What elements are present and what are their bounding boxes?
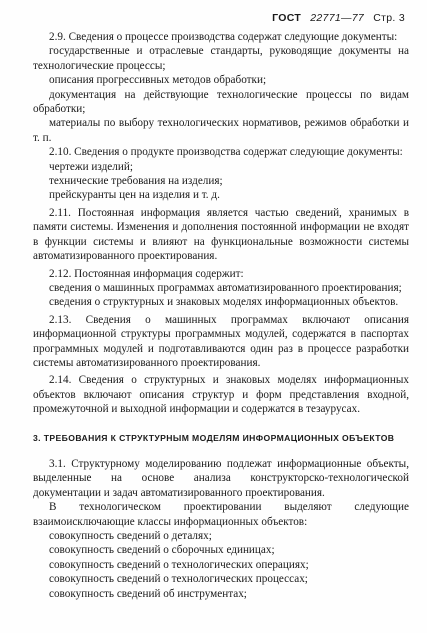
list-item: технические требования на изделия; [49, 175, 223, 188]
page-number: Стр. 3 [373, 12, 405, 24]
clause-3-1: 3.1. Структурному моделированию подлежат информационные объекты, выделенные на основе анализа конструкторско-технологической документации и задач автоматизированного проектирования. [33, 457, 409, 499]
list-item: чертежи изделий; [49, 160, 133, 173]
list-item: совокупность сведений о технологических операциях; [49, 558, 309, 571]
list-item: совокупность сведений об инструментах; [49, 587, 247, 600]
paragraph: В технологическом проектировании выделяют следующие взаимоисключающие классы информационных объектов: [33, 501, 409, 528]
list-item: описания прогрессивных методов обработки; [49, 74, 267, 87]
list-item: совокупность сведений о технологических процессах; [49, 573, 308, 586]
list-item: государственные и отраслевые стандарты, руководящие документы на технологические процессы; [33, 45, 409, 72]
section-heading: 3. ТРЕБОВАНИЯ К СТРУКТУРНЫМ МОДЕЛЯМ ИНФОРМАЦИОННЫХ ОБЪЕКТОВ [33, 432, 395, 443]
clause-2-10: 2.10. Сведения о продукте производства содержат следующие документы: [49, 146, 403, 159]
list-item: сведения о структурных и знаковых моделях информационных объектов. [49, 296, 399, 309]
list-item: материалы по выбору технологических нормативов, режимов обработки и т. п. [33, 117, 409, 144]
list-item: совокупность сведений о сборочных единицах; [49, 544, 275, 557]
page-header [266, 12, 405, 24]
clause-2-12: 2.12. Постоянная информация содержит: [49, 267, 244, 280]
list-item: сведения о машинных программах автоматизированного проектирования; [49, 281, 402, 294]
clause-2-9: 2.9. Сведения о процессе производства содержат следующие документы: [49, 31, 398, 43]
list-item: совокупность сведений о деталях; [49, 530, 212, 542]
document-body [33, 30, 409, 601]
list-item: документация на действующие технологические процессы по видам обработки; [33, 88, 409, 116]
clause-2-13: 2.13. Сведения о машинных программах включают описания информационной структуры программных модулей, содержатся в паспортах программных модулей и подготавливаются один раз в процессе разработки системы автоматизированного проектирования. [33, 313, 409, 369]
clause-2-11: 2.11. Постоянная информация является частью сведений, хранимых в памяти системы. Изменения и дополнения постоянной информации не входят в функции системы и влияют на функциональные возможности системы автоматизированного проектирования. [33, 206, 409, 263]
standard-label: ГОСТ [272, 12, 302, 24]
clause-2-14: 2.14. Сведения о структурных и знаковых моделях информационных объектов включают описания структур и форм представления входной, промежуточной и выходной информации и содержатся в тезаурусах. [33, 374, 409, 416]
list-item: прейскуранты цен на изделия и т. д. [49, 189, 220, 202]
standard-number: 22771—77 [310, 12, 365, 24]
